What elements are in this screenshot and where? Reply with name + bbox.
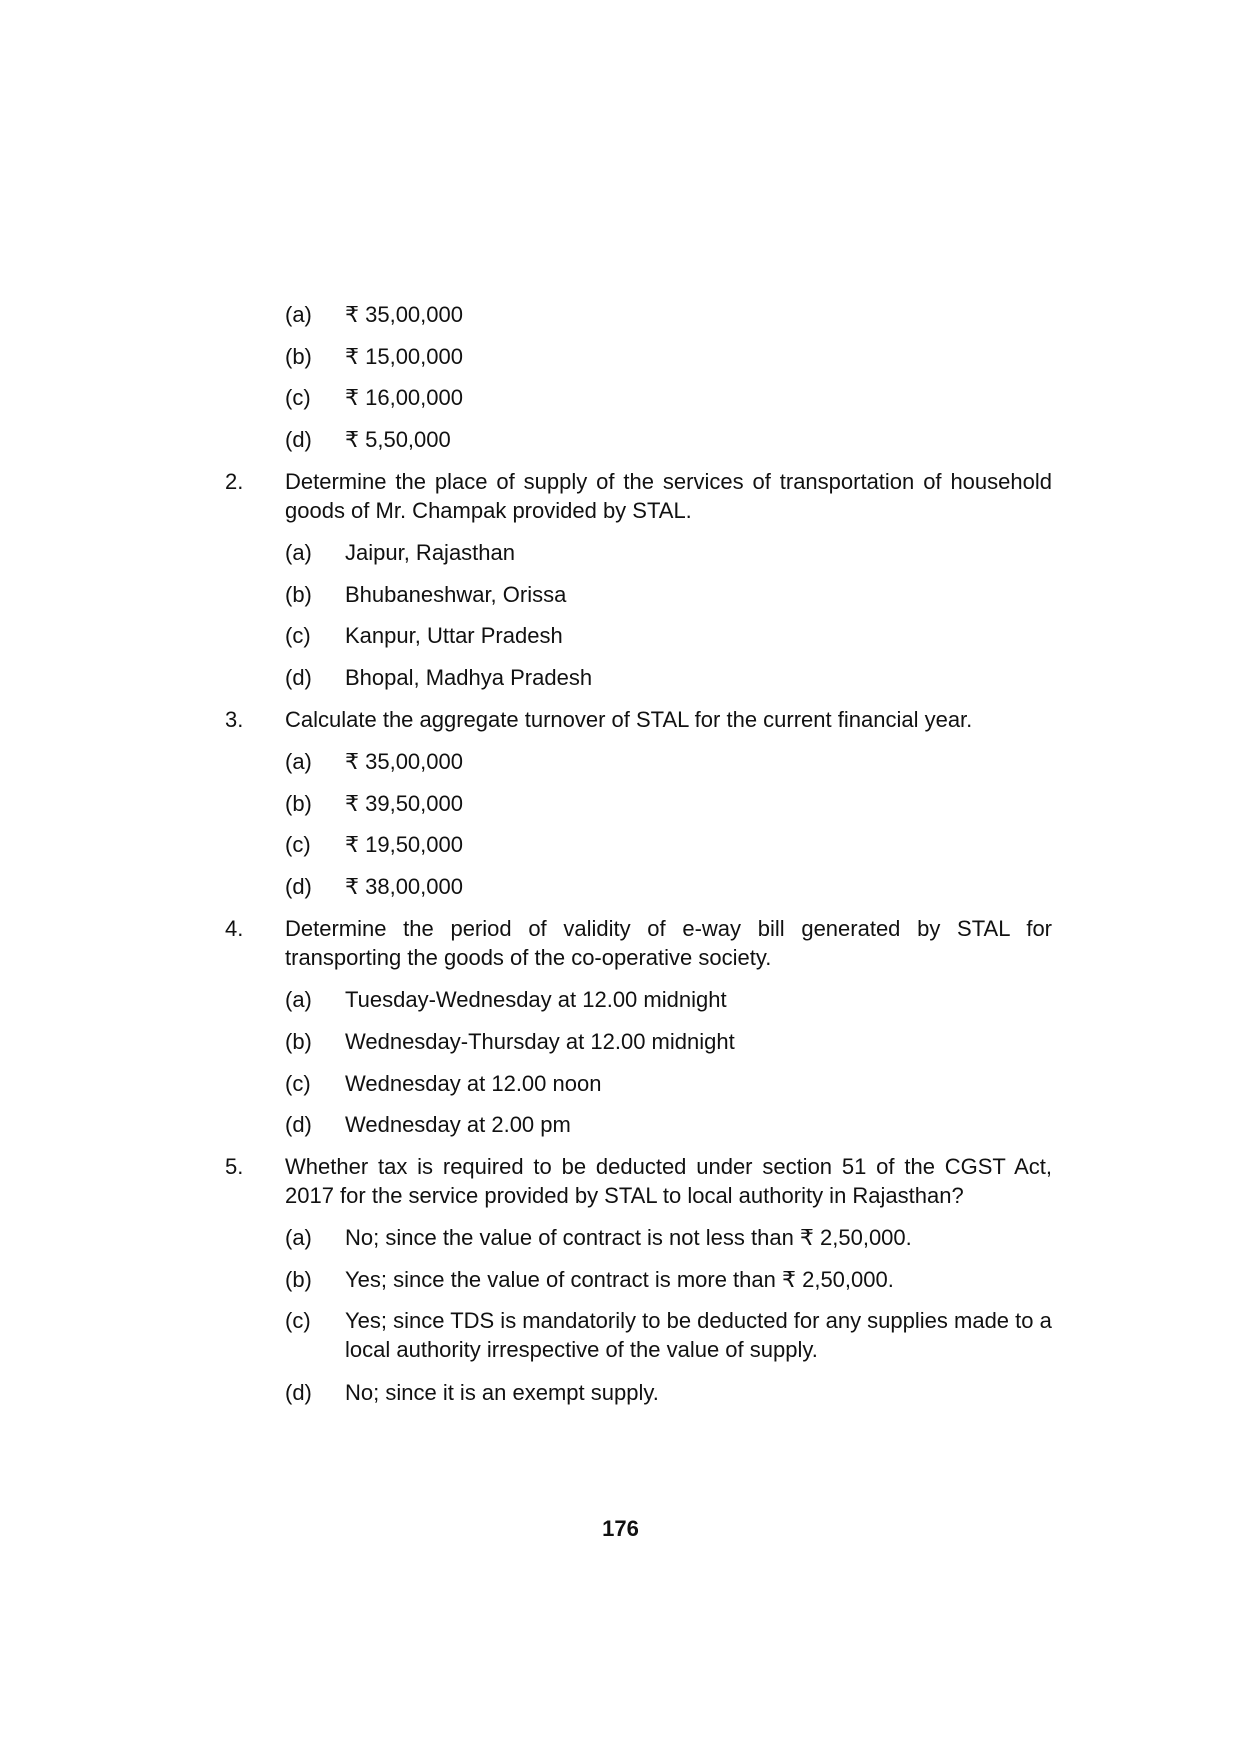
option-text: No; since it is an exempt supply. bbox=[345, 1380, 659, 1405]
option-letter: (c) bbox=[285, 623, 311, 648]
option-text: ₹ 19,50,000 bbox=[345, 832, 463, 857]
option-letter: (d) bbox=[285, 1112, 312, 1137]
option-text: No; since the value of contract is not less than ₹ 2,50,000. bbox=[345, 1225, 912, 1250]
option-letter: (a) bbox=[285, 749, 312, 774]
question-text: Determine the place of supply of the services of transportation of household goods of Mr. Champak provided by STAL. bbox=[285, 469, 1052, 523]
option-letter: (a) bbox=[285, 540, 312, 565]
option-text: Tuesday-Wednesday at 12.00 midnight bbox=[345, 987, 727, 1012]
option-text: ₹ 35,00,000 bbox=[345, 749, 463, 774]
question-number: 5. bbox=[225, 1154, 244, 1179]
option-text: Yes; since TDS is mandatorily to be deducted for any supplies made to a local authority irrespective of the value of supply. bbox=[345, 1308, 1052, 1362]
option-letter: (c) bbox=[285, 1071, 311, 1096]
option-letter: (d) bbox=[285, 1380, 312, 1405]
option-letter: (b) bbox=[285, 791, 312, 816]
option-text: ₹ 15,00,000 bbox=[345, 344, 463, 369]
option-text: Jaipur, Rajasthan bbox=[345, 540, 515, 565]
option-letter: (a) bbox=[285, 302, 312, 327]
option-text: Bhubaneshwar, Orissa bbox=[345, 582, 567, 607]
option-letter: (b) bbox=[285, 344, 312, 369]
option-letter: (b) bbox=[285, 1029, 312, 1054]
option-text: Wednesday at 12.00 noon bbox=[345, 1071, 602, 1096]
question-number: 2. bbox=[225, 469, 244, 494]
option-letter: (c) bbox=[285, 385, 311, 410]
question-text: Determine the period of validity of e-way bill generated by STAL for transporting the goods of the co-operative society. bbox=[285, 916, 1052, 970]
option-letter: (d) bbox=[285, 874, 312, 899]
option-text: Wednesday at 2.00 pm bbox=[345, 1112, 571, 1137]
option-text: ₹ 38,00,000 bbox=[345, 874, 463, 899]
option-letter: (c) bbox=[285, 1308, 311, 1333]
option-letter: (b) bbox=[285, 582, 312, 607]
question-number: 4. bbox=[225, 916, 244, 941]
option-text: Kanpur, Uttar Pradesh bbox=[345, 623, 563, 648]
question-number: 3. bbox=[225, 707, 244, 732]
option-text: ₹ 39,50,000 bbox=[345, 791, 463, 816]
option-letter: (c) bbox=[285, 832, 311, 857]
option-text: ₹ 35,00,000 bbox=[345, 302, 463, 327]
question-text: Whether tax is required to be deducted under section 51 of the CGST Act, 2017 for the service provided by STAL to local authority in Rajasthan? bbox=[285, 1154, 1052, 1208]
option-letter: (b) bbox=[285, 1267, 312, 1292]
option-letter: (d) bbox=[285, 427, 312, 452]
option-text: Bhopal, Madhya Pradesh bbox=[345, 665, 593, 690]
page-number: 176 bbox=[602, 1516, 639, 1541]
option-text: Wednesday-Thursday at 12.00 midnight bbox=[345, 1029, 735, 1054]
option-text: ₹ 5,50,000 bbox=[345, 427, 451, 452]
question-text: Calculate the aggregate turnover of STAL for the current financial year. bbox=[285, 707, 973, 732]
option-letter: (d) bbox=[285, 665, 312, 690]
option-text: ₹ 16,00,000 bbox=[345, 385, 463, 410]
option-text: Yes; since the value of contract is more than ₹ 2,50,000. bbox=[345, 1267, 894, 1292]
option-letter: (a) bbox=[285, 1225, 312, 1250]
option-letter: (a) bbox=[285, 987, 312, 1012]
